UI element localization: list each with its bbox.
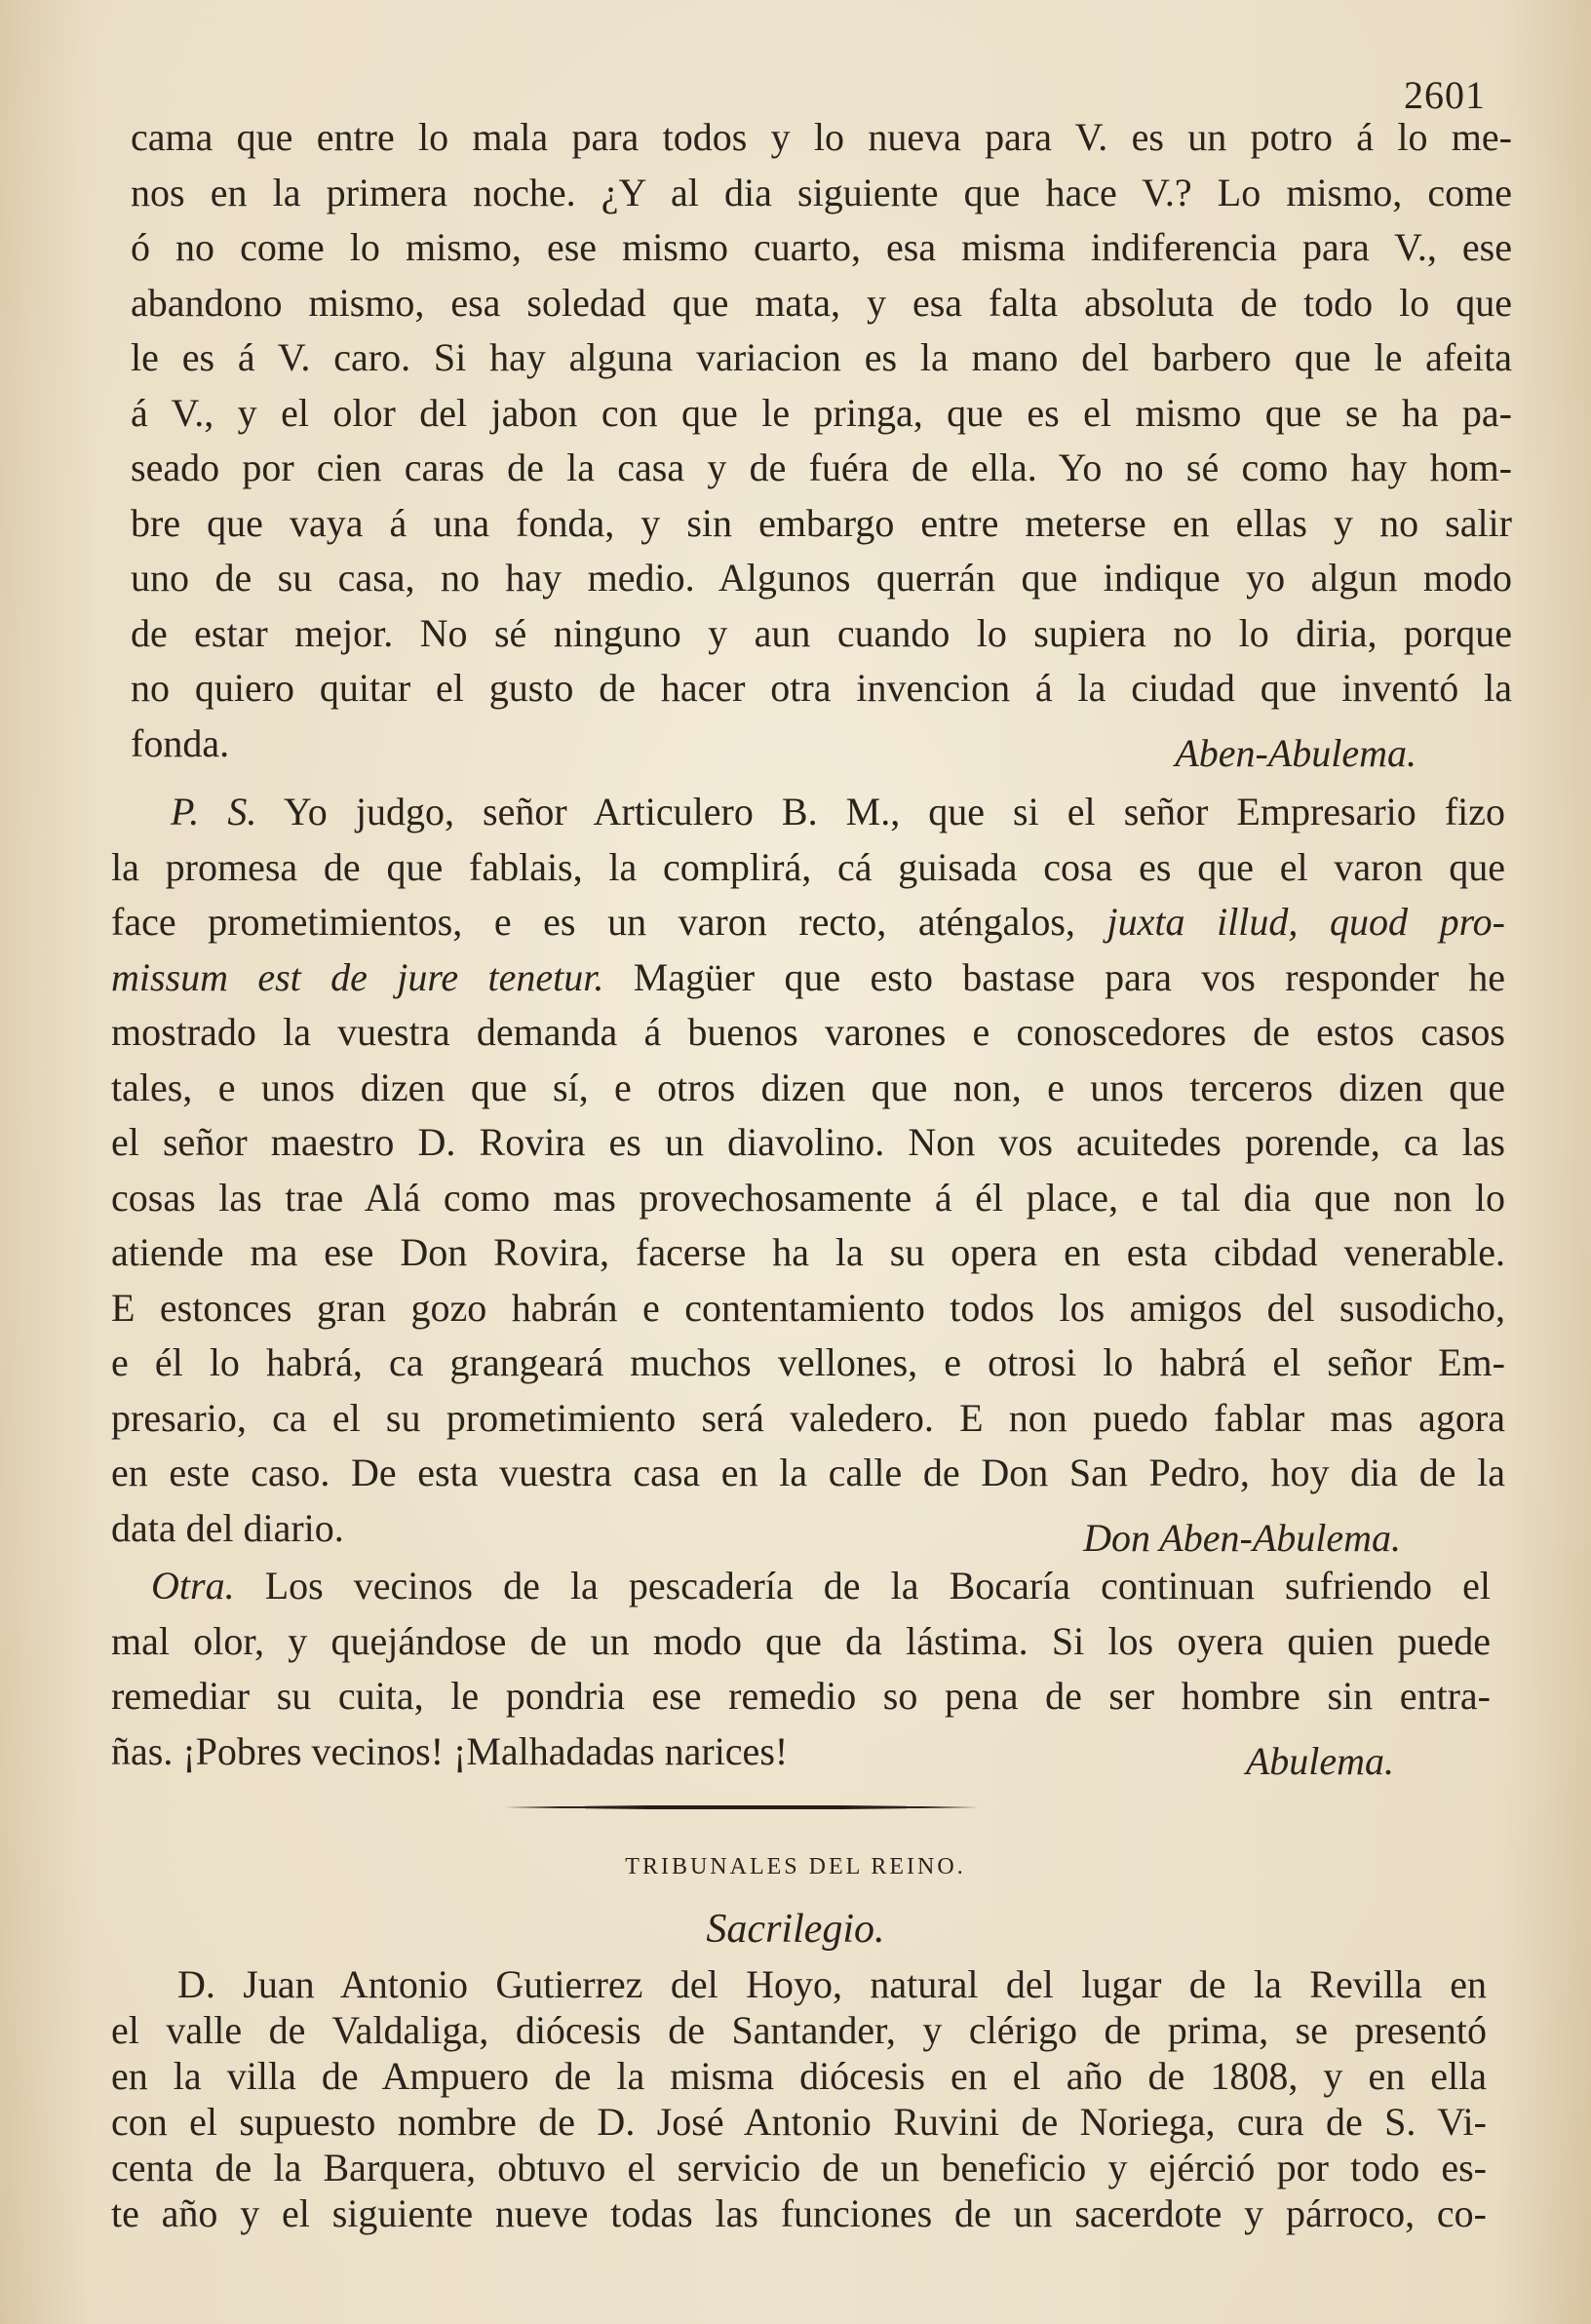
text-line: D. Juan Antonio Gutierrez del Hoyo, natural del lugar de la Revilla en [177, 1962, 1487, 2006]
line-text: face prometimientos, e es un varon recto, aténgalos, [111, 900, 1075, 944]
text-line: el señor maestro D. Rovira es un diavolino. Non vos acuitedes porende, ca las [111, 1120, 1505, 1164]
section-subheading: Sacrilegio. [706, 1907, 885, 1952]
text-line: remediar su cuita, le pondria ese remedio so pena de ser hombre sin entra- [111, 1674, 1491, 1718]
text-line [111, 785, 1505, 840]
text-line: en este caso. De esta vuestra casa en la calle de Don San Pedro, hoy dia de la [111, 1451, 1505, 1494]
text-line: en la villa de Ampuero de la misma diócesis en el año de 1808, y en ella [111, 2054, 1487, 2098]
text-line: cosas las trae Alá como mas provechosamente á él place, e tal dia que non lo [111, 1175, 1505, 1220]
text-line: te año y el siguiente nueve todas las funciones de un sacerdote y párroco, co- [111, 2191, 1487, 2235]
text-line: le es á V. caro. Si hay alguna variacion es la mano del barbero que le afeita [131, 335, 1512, 379]
text-line: de estar mejor. No sé ninguno y aun cuando lo supiera no lo diria, porque [131, 610, 1512, 655]
line-text: Los vecinos de la pescadería de la Bocaría continuan sufriendo el [264, 1564, 1491, 1607]
section-heading: TRIBUNALES DEL REINO. [625, 1854, 966, 1879]
closing-text: ñas. ¡Pobres vecinos! ¡Malhadadas narices! [111, 1728, 789, 1773]
text-line: á V., y el olor del jabon con que le pringa, que es el mismo que se ha pa- [131, 390, 1512, 435]
text-line: no quiero quitar el gusto de hacer otra invencion á la ciudad que inventó la [131, 666, 1512, 710]
text-line: seado por cien caras de la casa y de fuéra de ella. Yo no sé como hay hom- [131, 445, 1512, 489]
text-line: mal olor, y quejándose de un modo que da lástima. Si los oyera quien puede [111, 1618, 1491, 1663]
postscript-label: P. S. [171, 790, 257, 833]
signature: Abulema. [1245, 1738, 1394, 1783]
text-line [111, 1559, 1491, 1614]
latin-quote: missum est de jure tenetur. [111, 954, 604, 999]
text-line: bre que vaya á una fonda, y sin embargo entre meterse en ellas y no salir [131, 500, 1512, 545]
letter-paragraph [131, 110, 1512, 775]
text-line: presario, ca el su prometimiento será valedero. E non puedo fablar mas agora [111, 1395, 1505, 1440]
text-line: centa de la Barquera, obtuvo el servicio de un beneficio y ejérció por todo es- [111, 2146, 1487, 2189]
text-line: el valle de Valdaliga, diócesis de Santander, y clérigo de prima, se presentó [111, 2008, 1487, 2052]
text-line [111, 895, 1505, 950]
other-label: Otra. [151, 1564, 235, 1607]
text-line: con el supuesto nombre de D. José Antonio Ruvini de Noriega, cura de S. Vi- [111, 2100, 1487, 2144]
closing-text: fonda. [131, 720, 230, 765]
text-line: cama que entre lo mala para todos y lo nueva para V. es un potro á lo me- [131, 115, 1512, 159]
court-paragraph [111, 1961, 1487, 2236]
closing-row [111, 1724, 1491, 1783]
line-text: Yo judgo, señor Articulero B. M., que si el señor Empresario fizo [283, 790, 1505, 833]
text-line: tales, e unos dizen que sí, e otros dizen que non, e unos terceros dizen que [111, 1065, 1505, 1109]
line-text: Magüer que esto bastase para vos responder he [633, 954, 1505, 999]
latin-quote: juxta illud, quod pro- [1106, 900, 1505, 944]
text-line: e él lo habrá, ca grangeará muchos vellones, e otrosi lo habrá el señor Em- [111, 1340, 1505, 1384]
separator-rule-center [585, 1805, 907, 1809]
text-line: atiende ma ese Don Rovira, facerse ha la su opera en esta cibdad venerable. [111, 1230, 1505, 1274]
text-line: la promesa de que fablais, la complirá, cá guisada cosa es que el varon que [111, 844, 1505, 889]
text-line: uno de su casa, no hay medio. Algunos querrán que indique yo algun modo [131, 556, 1512, 600]
text-line: abandono mismo, esa soledad que mata, y esa falta absoluta de todo lo que [131, 280, 1512, 325]
closing-row [111, 1501, 1505, 1560]
signature: Aben-Abulema. [1175, 730, 1416, 775]
signature: Don Aben-Abulema. [1083, 1515, 1401, 1560]
text-line [111, 950, 1505, 1006]
text-line: E estonces gran gozo habrán e contentamiento todos los amigos del susodicho, [111, 1285, 1505, 1330]
closing-text: data del diario. [111, 1505, 344, 1550]
text-line: nos en la primera noche. ¿Y al dia siguiente que hace V.? Lo mismo, come [131, 170, 1512, 214]
other-paragraph [111, 1559, 1491, 1783]
text-line: ó no come lo mismo, ese mismo cuarto, esa misma indiferencia para V., ese [131, 225, 1512, 269]
page-number: 2601 [1404, 73, 1486, 117]
text-line: mostrado la vuestra demanda á buenos varones e conoscedores de estos casos [111, 1010, 1505, 1054]
postscript-paragraph [111, 785, 1505, 1560]
closing-row [131, 717, 1512, 775]
